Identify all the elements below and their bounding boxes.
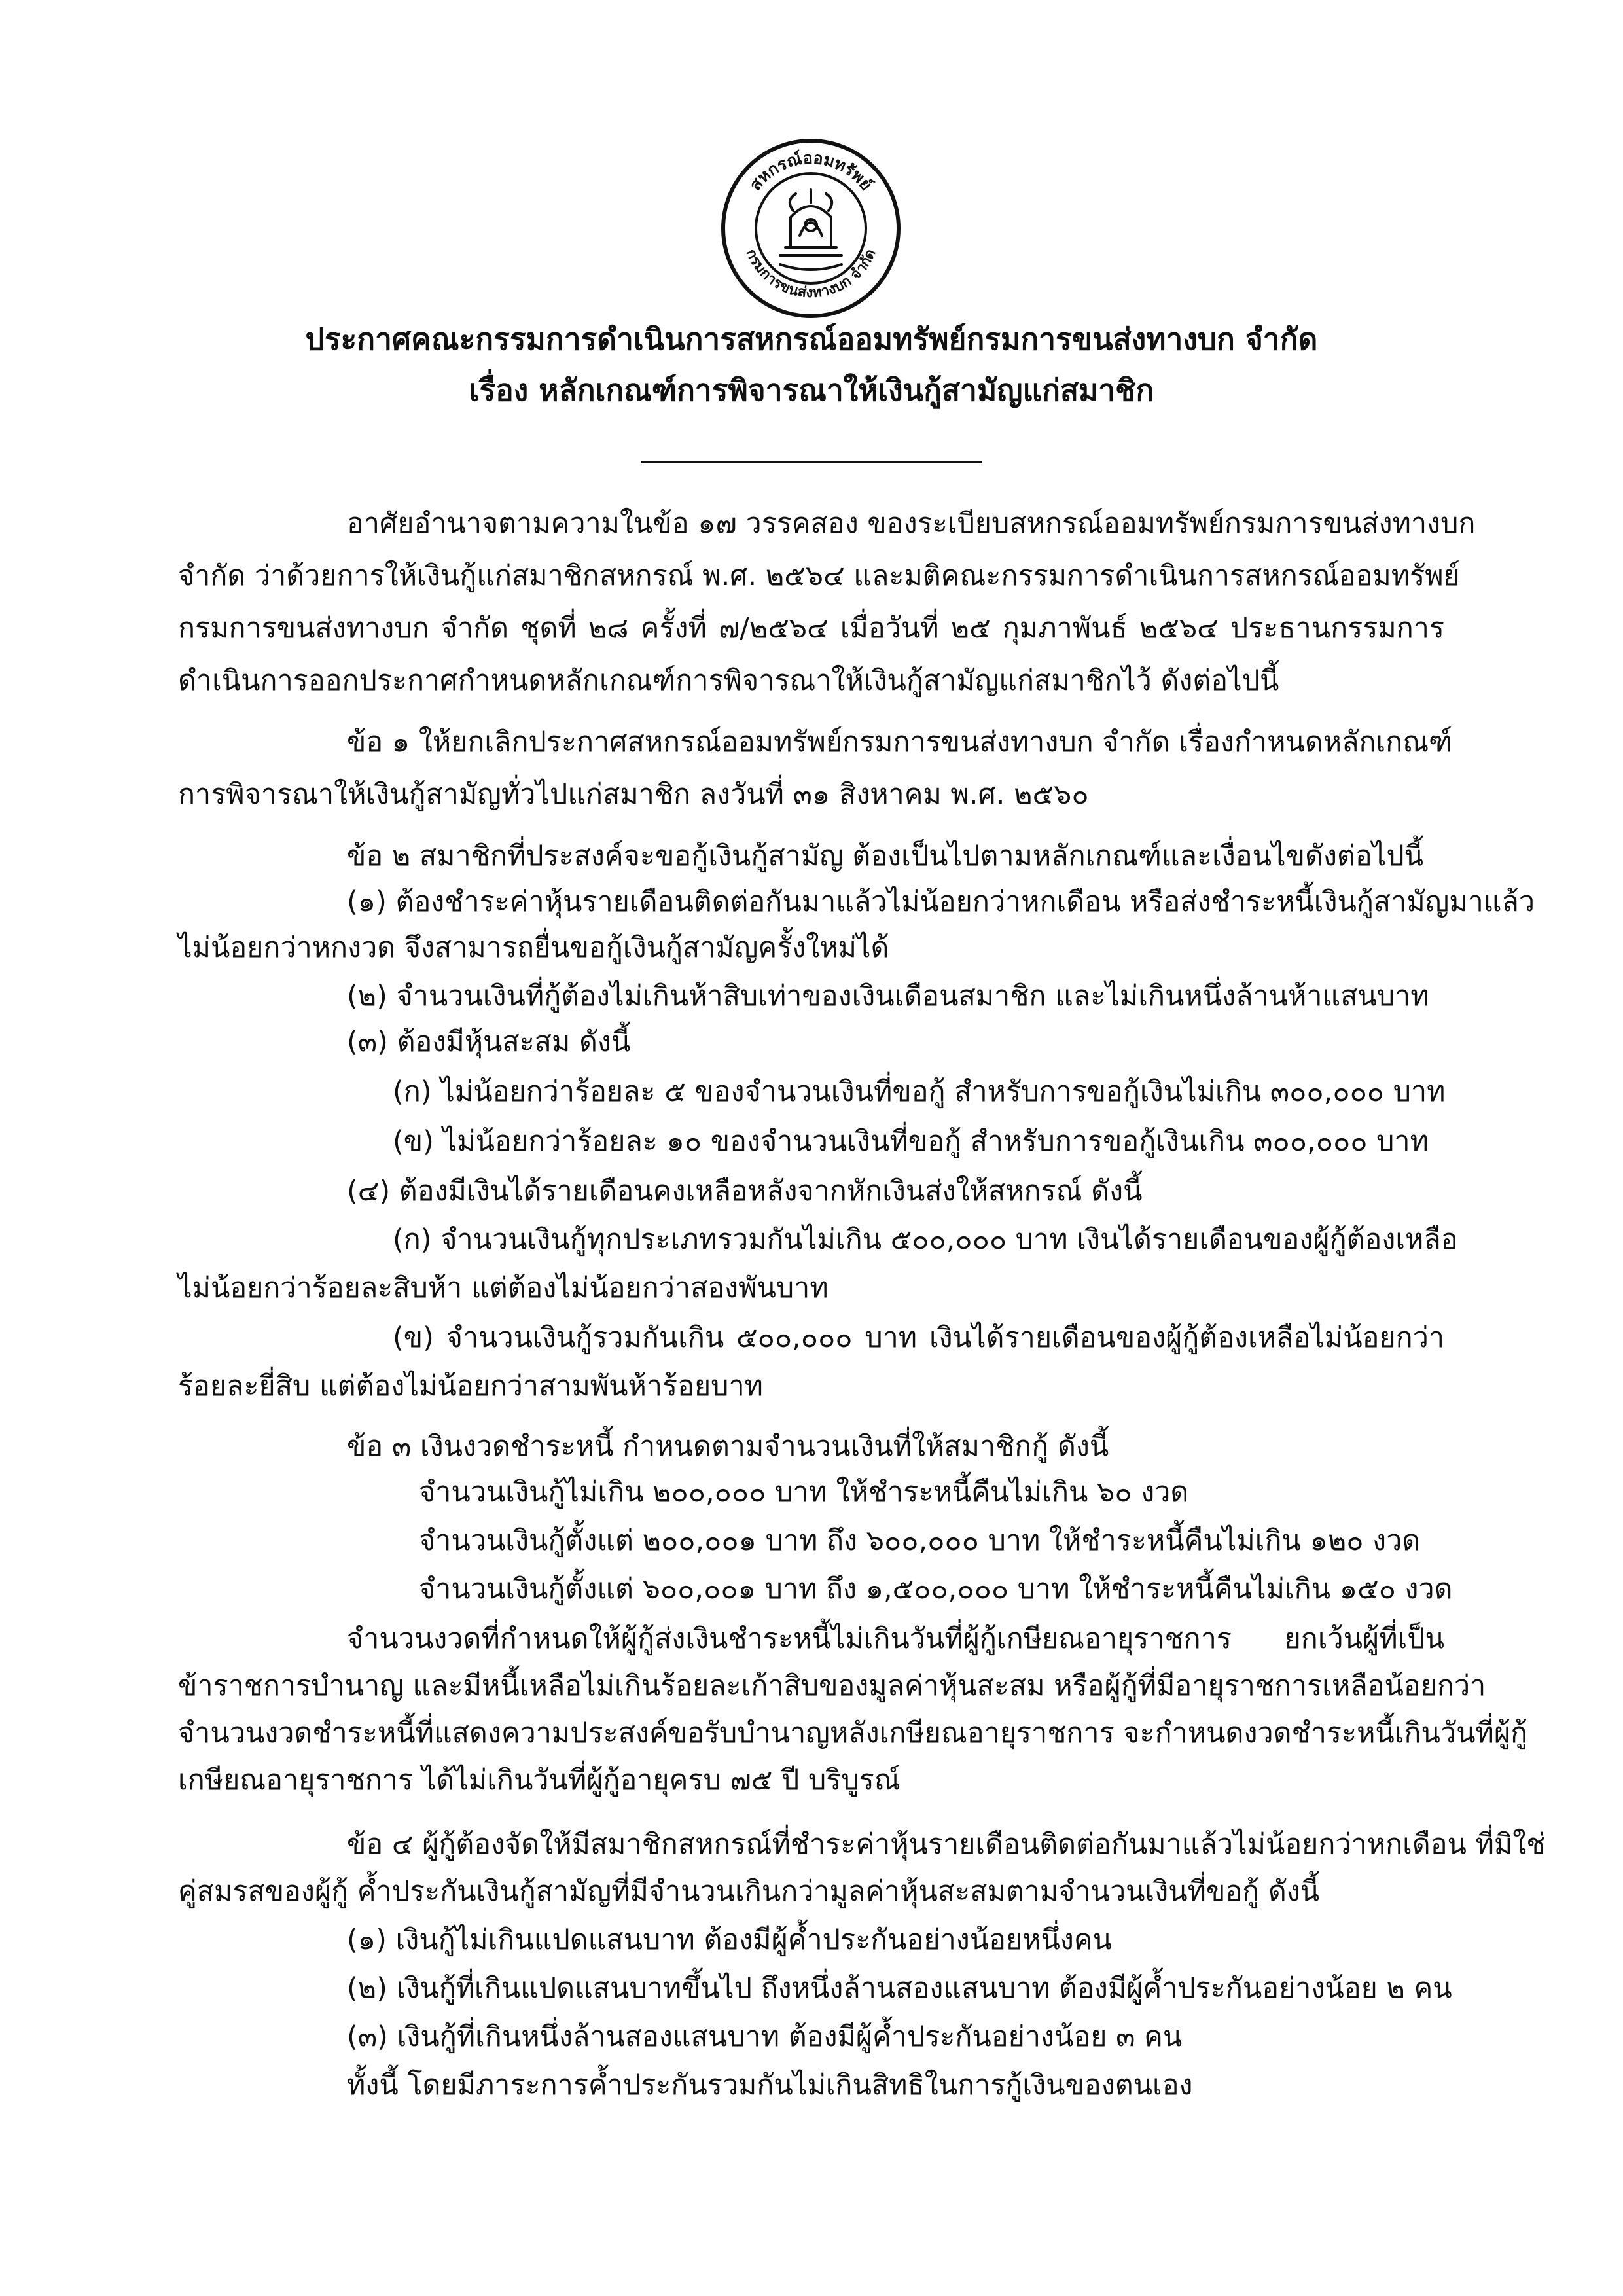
clause-3-retirement-line: เกษียณอายุราชการ ได้ไม่เกินวันที่ผู้กู้อายุครบ ๗๕ ปี บริบูรณ์ <box>178 1764 901 1797</box>
guarantor-item: (๑) เงินกู้ไม่เกินแปดแสนบาท ต้องมีผู้ค้ำประกันอย่างน้อยหนึ่งคน <box>347 1924 1113 1956</box>
clause-1-line: ข้อ ๑ ให้ยกเลิกประกาศสหกรณ์ออมทรัพย์กรมการขนส่งทางบก จำกัด เรื่องกำหนดหลักเกณฑ์ <box>347 726 1452 759</box>
repayment-tier: จำนวนเงินกู้ตั้งแต่ ๒๐๐,๐๐๑ บาท ถึง ๖๐๐,๐๐๐ บาท ให้ชำระหนี้คืนไม่เกิน ๑๒๐ งวด <box>419 1524 1421 1557</box>
svg-text:สหกรณ์ออมทรัพย์: สหกรณ์ออมทรัพย์ <box>745 148 876 194</box>
repayment-tier: จำนวนเงินกู้ตั้งแต่ ๖๐๐,๐๐๑ บาท ถึง ๑,๕๐๐,๐๐๐ บาท ให้ชำระหนี้คืนไม่เกิน ๑๕๐ งวด <box>419 1573 1453 1605</box>
preamble-line: อาศัยอำนาจตามความในข้อ ๑๗ วรรคสอง ของระเบียบสหกรณ์ออมทรัพย์กรมการขนส่งทางบก <box>347 507 1476 540</box>
clause-1-line: การพิจารณาให้เงินกู้สามัญทั่วไปแก่สมาชิก ลงวันที่ ๓๑ สิงหาคม พ.ศ. ๒๕๖๐ <box>178 778 1089 811</box>
preamble-line: จำกัด ว่าด้วยการให้เงินกู้แก่สมาชิกสหกรณ์ พ.ศ. ๒๕๖๔ และมติคณะกรรมการดำเนินการสหกรณ์ออมทรัพย์ <box>178 560 1460 592</box>
repayment-tier: จำนวนเงินกู้ไม่เกิน ๒๐๐,๐๐๐ บาท ให้ชำระหนี้คืนไม่เกิน ๖๐ งวด <box>419 1476 1189 1509</box>
cooperative-seal-icon <box>720 137 902 319</box>
clause-4-intro-cont: คู่สมรสของผู้กู้ ค้ำประกันเงินกู้สามัญที่มีจำนวนเกินกว่ามูลค่าหุ้นสะสมตามจำนวนเงินที่ขอกู้ ดังนี้ <box>178 1875 1320 1908</box>
clause-2-item-4a-cont: ไม่น้อยกว่าร้อยละสิบห้า แต่ต้องไม่น้อยกว่าสองพันบาท <box>178 1272 829 1304</box>
guarantor-item: (๓) เงินกู้ที่เกินหนึ่งล้านสองแสนบาท ต้องมีผู้ค้ำประกันอย่างน้อย ๓ คน <box>347 2020 1183 2053</box>
svg-text:กรมการขนส่งทางบก จำกัด: กรมการขนส่งทางบก จำกัด <box>742 247 880 302</box>
announcement-subject: เรื่อง หลักเกณฑ์การพิจารณาให้เงินกู้สามัญแก่สมาชิก <box>469 372 1154 408</box>
preamble-line: ดำเนินการออกประกาศกำหนดหลักเกณฑ์การพิจารณาให้เงินกู้สามัญแก่สมาชิกไว้ ดังต่อไปนี้ <box>178 664 1279 697</box>
clause-2-item-4a: (ก) จำนวนเงินกู้ทุกประเภทรวมกันไม่เกิน ๕๐๐,๐๐๐ บาท เงินได้รายเดือนของผู้กู้ต้องเหลือ <box>393 1223 1458 1256</box>
clause-3-retirement-line: จำนวนงวดที่กำหนดให้ผู้กู้ส่งเงินชำระหนี้ไม่เกินวันที่ผู้กู้เกษียณอายุราชการ ยกเว้นผู้ที่เป็น <box>347 1623 1444 1655</box>
clause-2-item-3: (๓) ต้องมีหุ้นสะสม ดังนี้ <box>347 1026 631 1058</box>
preamble-line: กรมการขนส่งทางบก จำกัด ชุดที่ ๒๘ ครั้งที่ ๗/๒๕๖๔ เมื่อวันที่ ๒๕ กุมภาพันธ์ ๒๕๖๔ ประธานกรรมการ <box>178 612 1444 645</box>
clause-2-item-4b: (ข) จำนวนเงินกู้รวมกันเกิน ๕๐๐,๐๐๐ บาท เงินได้รายเดือนของผู้กู้ต้องเหลือไม่น้อยกว่า <box>393 1321 1444 1354</box>
clause-2-item-1: (๑) ต้องชำระค่าหุ้นรายเดือนติดต่อกันมาแล้วไม่น้อยกว่าหกเดือน หรือส่งชำระหนี้เงินกู้สามัญมาแล้ว <box>347 886 1535 918</box>
guarantor-item: (๒) เงินกู้ที่เกินแปดแสนบาทขึ้นไป ถึงหนึ่งล้านสองแสนบาท ต้องมีผู้ค้ำประกันอย่างน้อย ๒ คน <box>347 1972 1452 2005</box>
clause-2-item-3a: (ก) ไม่น้อยกว่าร้อยละ ๕ ของจำนวนเงินที่ขอกู้ สำหรับการขอกู้เงินไม่เกิน ๓๐๐,๐๐๐ บาท <box>393 1075 1446 1108</box>
clause-2-item-3b: (ข) ไม่น้อยกว่าร้อยละ ๑๐ ของจำนวนเงินที่ขอกู้ สำหรับการขอกู้เงินเกิน ๓๐๐,๐๐๐ บาท <box>393 1125 1429 1158</box>
clause-4-closing: ทั้งนี้ โดยมีภาระการค้ำประกันรวมกันไม่เกินสิทธิในการกู้เงินของตนเอง <box>347 2069 1193 2102</box>
clause-2-intro: ข้อ ๒ สมาชิกที่ประสงค์จะขอกู้เงินกู้สามัญ ต้องเป็นไปตามหลักเกณฑ์และเงื่อนไขดังต่อไปนี้ <box>347 840 1424 872</box>
announcement-title: ประกาศคณะกรรมการดำเนินการสหกรณ์ออมทรัพย์กรมการขนส่งทางบก จำกัด <box>305 321 1318 357</box>
clause-3-intro: ข้อ ๓ เงินงวดชำระหนี้ กำหนดตามจำนวนเงินที่ให้สมาชิกกู้ ดังนี้ <box>347 1430 1109 1463</box>
clause-2-item-4b-cont: ร้อยละยี่สิบ แต่ต้องไม่น้อยกว่าสามพันห้าร้อยบาท <box>178 1370 763 1403</box>
clause-3-retirement-line: ข้าราชการบำนาญ และมีหนี้เหลือไม่เกินร้อยละเก้าสิบของมูลค่าหุ้นสะสม หรือผู้กู้ที่มีอายุราชการเหลือน้อยกว่า <box>178 1670 1486 1702</box>
clause-2-item-1-cont: ไม่น้อยกว่าหกงวด จึงสามารถยื่นขอกู้เงินกู้สามัญครั้งใหม่ได้ <box>178 931 889 964</box>
clause-2-item-2: (๒) จำนวนเงินที่กู้ต้องไม่เกินห้าสิบเท่าของเงินเดือนสมาชิก และไม่เกินหนึ่งล้านห้าแสนบาท <box>347 980 1429 1013</box>
clause-3-retirement-line: จำนวนงวดชำระหนี้ที่แสดงความประสงค์ขอรับบำนาญหลังเกษียณอายุราชการ จะกำหนดงวดชำระหนี้เกินวันที่ผู้กู้ <box>178 1717 1528 1749</box>
title-divider <box>641 461 982 463</box>
clause-4-intro: ข้อ ๔ ผู้กู้ต้องจัดให้มีสมาชิกสหกรณ์ที่ชำระค่าหุ้นรายเดือนติดต่อกันมาแล้วไม่น้อยกว่าหกเดือน ที่มิใช่ <box>347 1828 1546 1861</box>
clause-2-item-4: (๔) ต้องมีเงินได้รายเดือนคงเหลือหลังจากหักเงินส่งให้สหกรณ์ ดังนี้ <box>347 1175 1143 1208</box>
